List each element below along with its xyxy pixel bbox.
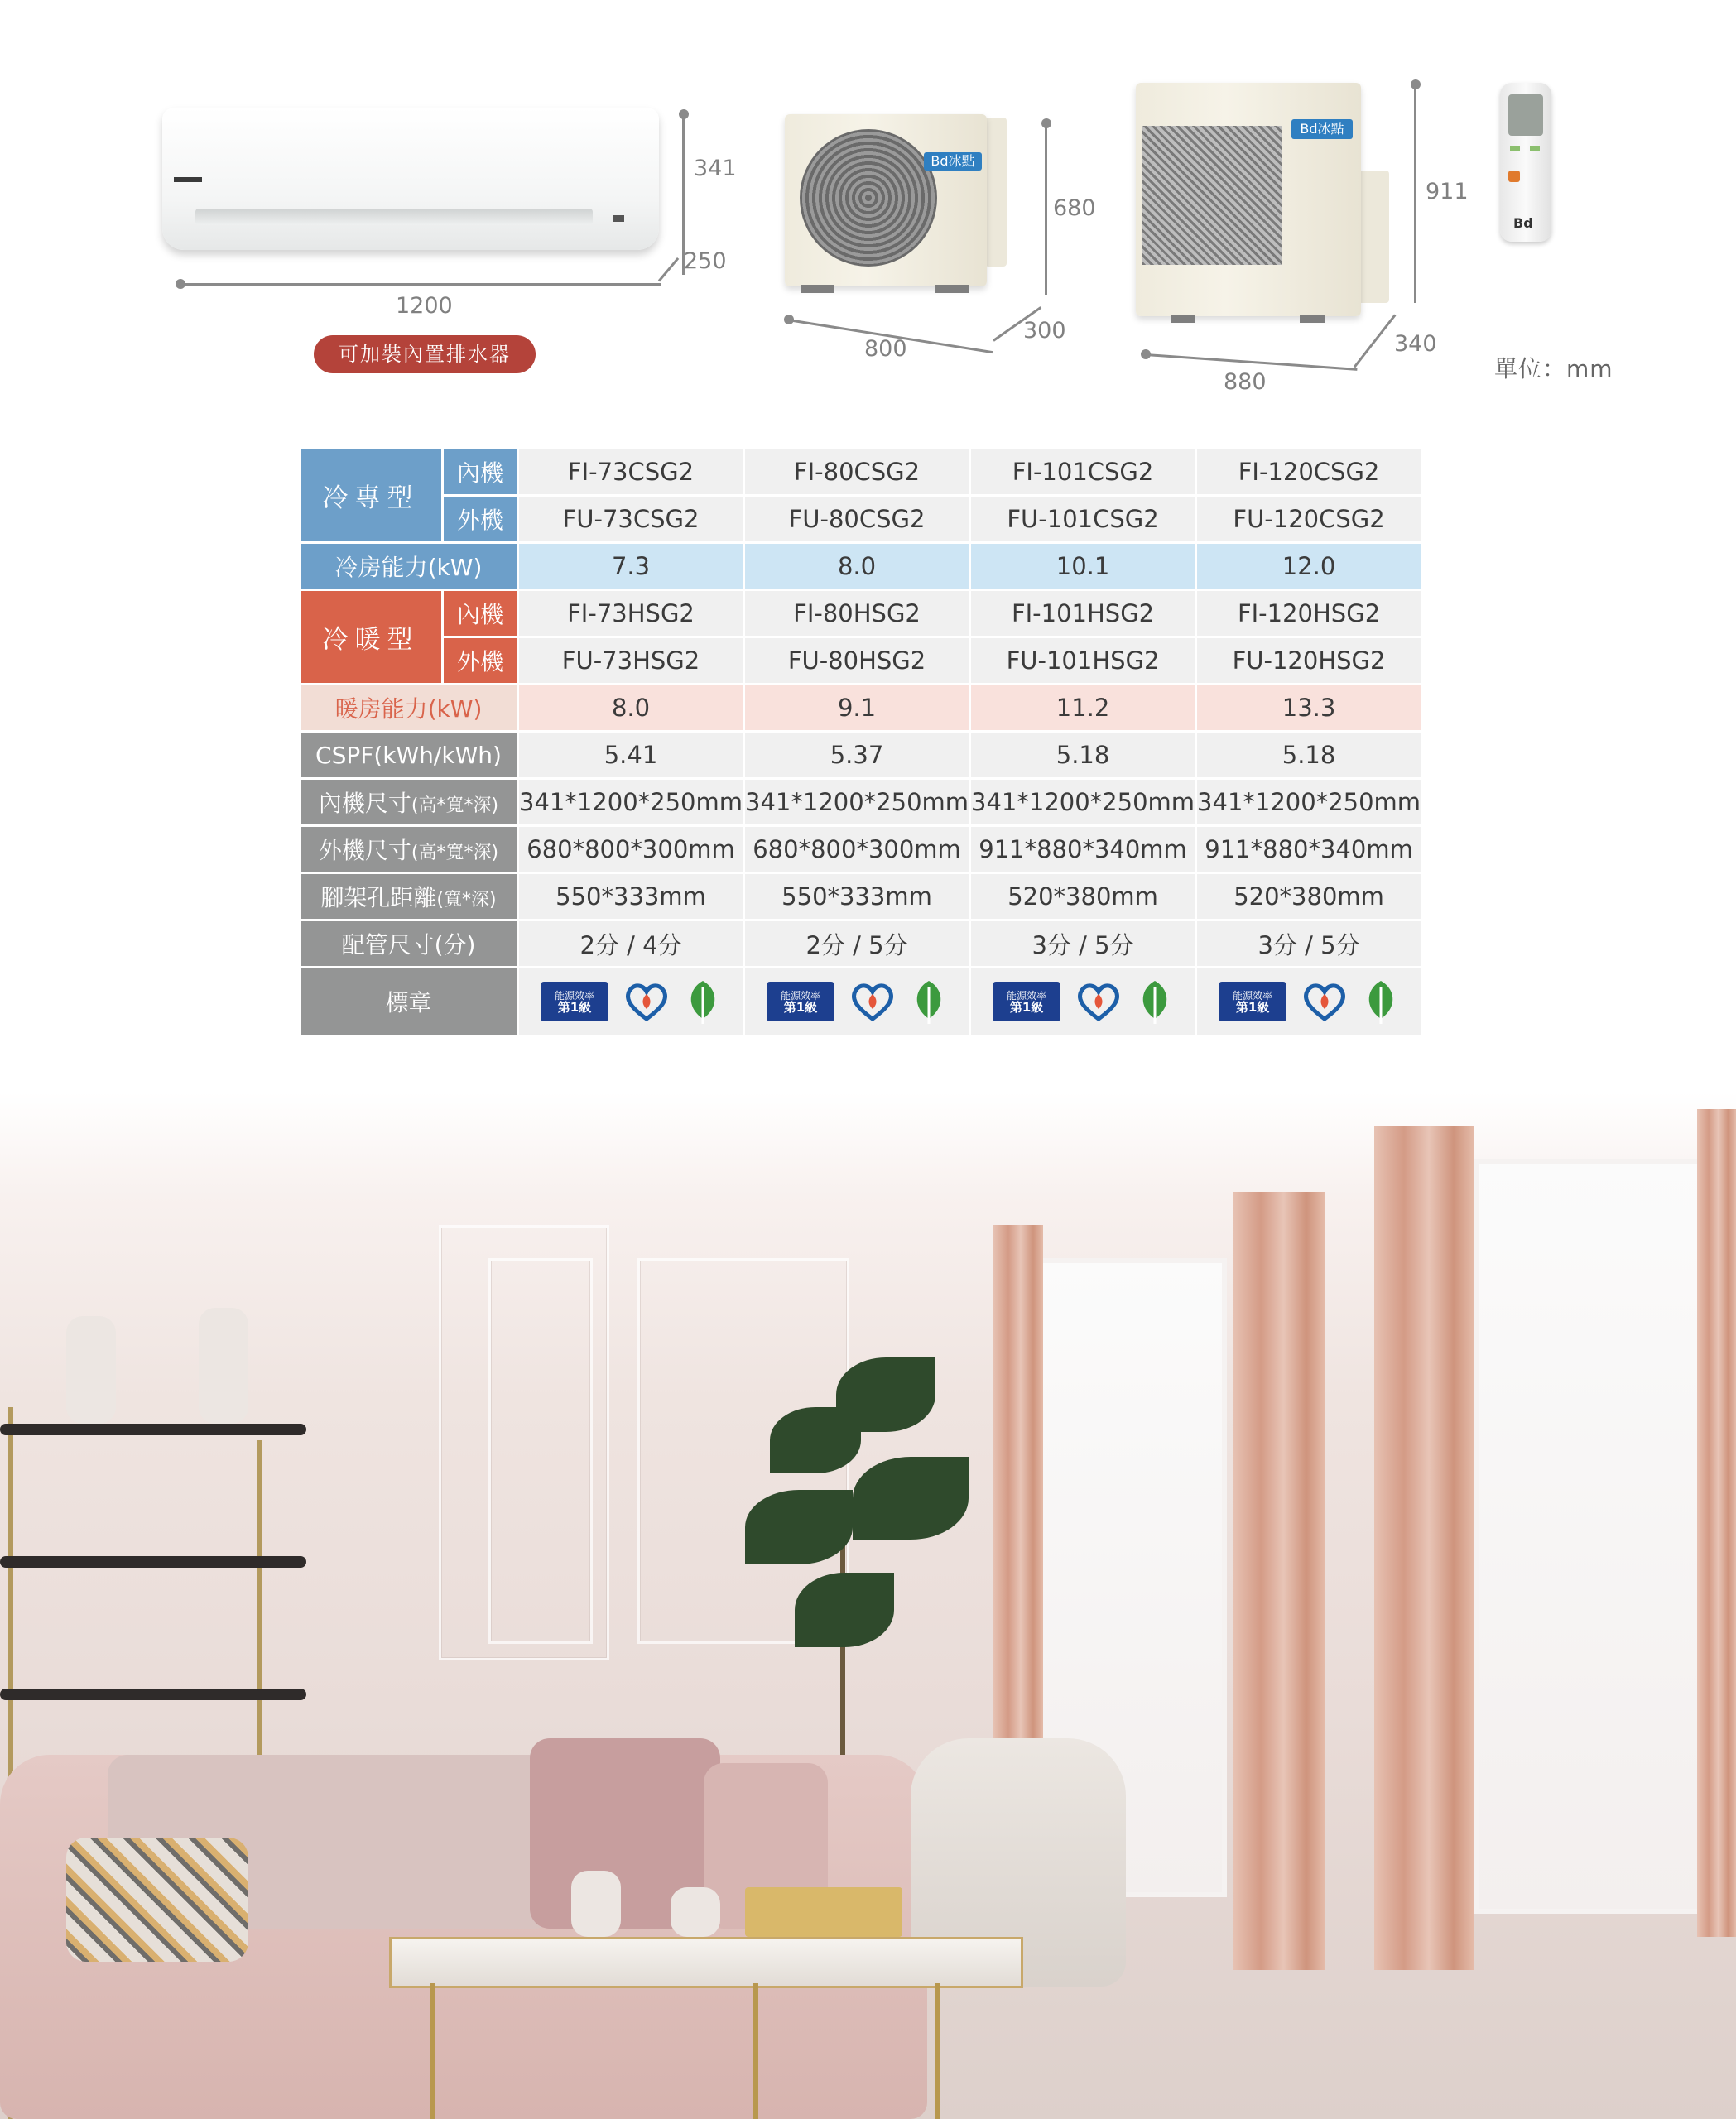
badge-cell	[519, 968, 743, 1035]
outdoor-size-note: (高*寬*深)	[411, 843, 499, 863]
shelf-board	[0, 1424, 306, 1435]
outdoor-small-width-dimension: 800	[864, 336, 907, 362]
outdoor-unit-side	[1358, 171, 1389, 303]
energy-efficiency-badge-icon	[767, 982, 834, 1021]
badge-text: 能源效率	[1007, 990, 1047, 1002]
living-room-photo	[0, 1093, 1736, 2119]
badge-text: 第1級	[1235, 1000, 1270, 1015]
model-cell: FI-80CSG2	[745, 449, 969, 494]
badge-row	[519, 978, 743, 1026]
dimension-line	[1045, 123, 1047, 295]
dimension-line	[1354, 315, 1397, 368]
table-row	[301, 638, 1421, 683]
plant-leaf	[795, 1573, 894, 1647]
value-cell: 5.41	[519, 733, 743, 777]
value-cell: 911*880*340mm	[971, 827, 1195, 872]
brand-mark	[174, 177, 202, 182]
value-cell: 911*880*340mm	[1197, 827, 1421, 872]
air-vent	[195, 209, 593, 225]
value-cell: 5.37	[745, 733, 969, 777]
value-cell: 680*800*300mm	[519, 827, 743, 872]
badge-cell	[1197, 968, 1421, 1035]
value-cell: 11.2	[971, 685, 1195, 730]
model-cell: FI-73HSG2	[519, 591, 743, 636]
value-cell: 341*1200*250mm	[1197, 780, 1421, 824]
energy-efficiency-badge-icon	[541, 982, 608, 1021]
indoor-unit-image	[162, 108, 659, 250]
value-cell: 341*1200*250mm	[971, 780, 1195, 824]
model-cell: FI-101HSG2	[971, 591, 1195, 636]
table-row	[301, 544, 1421, 589]
value-cell: 341*1200*250mm	[519, 780, 743, 824]
curtain	[1697, 1109, 1736, 1937]
coffee-table-top	[389, 1937, 1023, 1988]
decor-vase	[66, 1316, 116, 1424]
table-leg	[935, 1983, 940, 2119]
green-leaf-label-icon	[1137, 978, 1173, 1026]
outdoor-logo: Bd冰點	[924, 152, 982, 171]
outdoor-large-depth-dimension: 340	[1394, 331, 1437, 357]
model-cell: FU-73HSG2	[519, 638, 743, 683]
green-leaf-label-icon	[911, 978, 947, 1026]
outdoor-unit-large-image	[1136, 83, 1361, 316]
table-row	[301, 874, 1421, 919]
remote-key	[1530, 146, 1540, 151]
value-cell: 3分 / 5分	[971, 921, 1195, 966]
model-cell: FU-80CSG2	[745, 497, 969, 541]
model-cell: FU-101CSG2	[971, 497, 1195, 541]
heat-group-label: 冷暖型	[301, 591, 441, 683]
model-cell: FI-73CSG2	[519, 449, 743, 494]
cspf-label: CSPF(kWh/kWh)	[301, 733, 517, 777]
table-row	[301, 921, 1421, 966]
model-cell: FI-120CSG2	[1197, 449, 1421, 494]
value-cell: 550*333mm	[745, 874, 969, 919]
table-row	[301, 591, 1421, 636]
cool-group-label: 冷專型	[301, 449, 441, 541]
indoor-size-text: 內機尺寸	[318, 790, 411, 817]
wall-panel	[488, 1258, 593, 1644]
outdoor-large-height-dimension: 911	[1426, 179, 1469, 204]
value-cell: 3分 / 5分	[1197, 921, 1421, 966]
power-icon	[1508, 171, 1520, 182]
table-vase	[671, 1887, 720, 1937]
window	[1474, 1159, 1715, 1914]
unit-label: 單位：mm	[1494, 355, 1613, 382]
value-cell: 13.3	[1197, 685, 1421, 730]
heart-label-icon	[1075, 981, 1122, 1022]
green-leaf-label-icon	[1363, 978, 1399, 1026]
unit-foot	[801, 285, 834, 293]
value-cell: 9.1	[745, 685, 969, 730]
indoor-size-note: (高*寬*深)	[411, 795, 499, 816]
table-row	[301, 497, 1421, 541]
outdoor-label: 外機	[444, 638, 517, 683]
model-cell: FU-101HSG2	[971, 638, 1195, 683]
badge-row	[1197, 978, 1421, 1026]
badge-text: 第1級	[1009, 1000, 1044, 1015]
bracket-note: (寬*深)	[436, 890, 497, 911]
table-row	[301, 685, 1421, 730]
spec-table	[298, 447, 1423, 1037]
value-cell: 7.3	[519, 544, 743, 589]
green-leaf-label-icon	[685, 978, 721, 1026]
model-cell: FU-80HSG2	[745, 638, 969, 683]
unit-foot	[1171, 315, 1195, 323]
drain-option-badge: 可加裝內置排水器	[314, 335, 536, 373]
dimension-dot	[1141, 349, 1151, 359]
outdoor-unit-small-image	[785, 114, 987, 286]
badge-text: 第1級	[783, 1000, 818, 1015]
outdoor-unit-side	[985, 118, 1007, 267]
indicator-panel	[613, 215, 624, 222]
dimension-line	[1414, 86, 1416, 303]
value-cell: 520*380mm	[1197, 874, 1421, 919]
remote-logo: Bd	[1513, 215, 1533, 231]
value-cell: 680*800*300mm	[745, 827, 969, 872]
heart-label-icon	[1301, 981, 1348, 1022]
value-cell: 8.0	[519, 685, 743, 730]
dimension-line	[177, 283, 661, 286]
outdoor-size-text: 外機尺寸	[318, 837, 411, 864]
table-leg	[753, 1983, 758, 2119]
badge-cell	[745, 968, 969, 1035]
dimension-line	[1146, 353, 1358, 371]
dimension-dot	[679, 109, 689, 119]
pipe-label: 配管尺寸(分)	[301, 921, 517, 966]
indoor-height-dimension: 341	[694, 156, 737, 181]
value-cell: 5.18	[971, 733, 1195, 777]
energy-efficiency-badge-icon	[993, 982, 1060, 1021]
patterned-cushion	[66, 1838, 248, 1962]
badge-text: 能源效率	[1233, 990, 1273, 1002]
heart-label-icon	[849, 981, 896, 1022]
model-cell: FU-73CSG2	[519, 497, 743, 541]
table-row	[301, 827, 1421, 872]
badge-cell	[971, 968, 1195, 1035]
dimension-dot	[784, 315, 794, 324]
table-row	[301, 733, 1421, 777]
model-cell: FI-101CSG2	[971, 449, 1195, 494]
indoor-label: 內機	[444, 449, 517, 494]
badge-row	[745, 978, 969, 1026]
value-cell: 2分 / 5分	[745, 921, 969, 966]
fan-grille	[1142, 126, 1282, 265]
table-tray	[745, 1887, 902, 1937]
outdoor-small-height-dimension: 680	[1053, 195, 1096, 221]
fan-grille	[800, 129, 937, 267]
plant-leaf	[745, 1490, 853, 1564]
unit-foot	[1300, 315, 1325, 323]
badge-row	[971, 978, 1195, 1026]
outdoor-small-depth-dimension: 300	[1023, 318, 1066, 344]
value-cell: 550*333mm	[519, 874, 743, 919]
badge-text: 能源效率	[781, 990, 821, 1002]
value-cell: 341*1200*250mm	[745, 780, 969, 824]
badge-text: 能源效率	[554, 990, 594, 1002]
dimension-line	[658, 257, 679, 282]
indoor-width-dimension: 1200	[396, 293, 453, 319]
model-cell: FI-80HSG2	[745, 591, 969, 636]
shelf-board	[0, 1556, 306, 1568]
outdoor-size-label	[301, 827, 517, 872]
plant-leaf	[853, 1457, 969, 1540]
outdoor-label: 外機	[444, 497, 517, 541]
table-row	[301, 968, 1421, 1035]
indoor-label: 內機	[444, 591, 517, 636]
indoor-depth-dimension: 250	[684, 248, 727, 274]
value-cell: 2分 / 4分	[519, 921, 743, 966]
dimension-dot	[1411, 79, 1421, 89]
value-cell: 8.0	[745, 544, 969, 589]
table-vase	[571, 1871, 621, 1937]
outdoor-large-width-dimension: 880	[1224, 369, 1267, 395]
model-cell: FU-120CSG2	[1197, 497, 1421, 541]
table-row	[301, 449, 1421, 494]
remote-screen	[1508, 94, 1543, 136]
indoor-size-label	[301, 780, 517, 824]
table-leg	[430, 1983, 435, 2119]
heat-capacity-label: 暖房能力(kW)	[301, 685, 517, 730]
model-cell: FU-120HSG2	[1197, 638, 1421, 683]
dimension-dot	[176, 279, 185, 289]
table-row	[301, 780, 1421, 824]
heart-label-icon	[623, 981, 670, 1022]
curtain	[1374, 1126, 1474, 1970]
value-cell: 10.1	[971, 544, 1195, 589]
remote-key	[1510, 146, 1520, 151]
model-cell: FI-120HSG2	[1197, 591, 1421, 636]
energy-efficiency-badge-icon	[1219, 982, 1286, 1021]
remote-control-image	[1500, 83, 1551, 242]
value-cell: 520*380mm	[971, 874, 1195, 919]
curtain	[1233, 1192, 1325, 1970]
bracket-label	[301, 874, 517, 919]
badge-label: 標章	[301, 968, 517, 1035]
plant-leaf	[836, 1357, 935, 1432]
value-cell: 5.18	[1197, 733, 1421, 777]
shelf-board	[0, 1689, 306, 1700]
dimension-dot	[1041, 118, 1051, 128]
outdoor-logo: Bd冰點	[1291, 119, 1353, 139]
unit-foot	[935, 285, 969, 293]
bracket-text: 腳架孔距離	[320, 884, 437, 911]
value-cell: 12.0	[1197, 544, 1421, 589]
badge-text: 第1級	[557, 1000, 592, 1015]
cool-capacity-label: 冷房能力(kW)	[301, 544, 517, 589]
decor-vase	[199, 1308, 248, 1424]
